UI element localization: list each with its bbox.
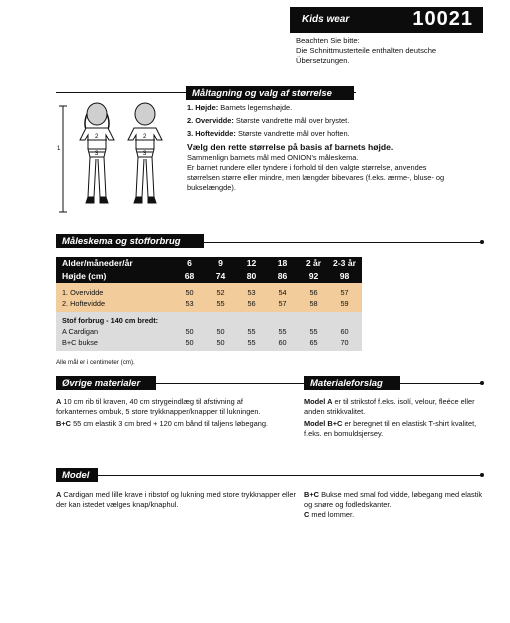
model-c-text: med lommer. xyxy=(311,510,355,519)
note-line: Übersetzungen. xyxy=(296,56,350,65)
table-cell: 56 xyxy=(247,299,256,308)
table-header-cell: 68 xyxy=(184,271,195,281)
measurement-figure xyxy=(57,100,177,218)
note-line: Beachten Sie bitte: xyxy=(296,36,360,45)
section-title-fabric: Materialeforslag xyxy=(304,376,400,390)
table-cell: 50 xyxy=(216,338,225,347)
table-header-cell: 80 xyxy=(246,271,257,281)
table-header-cell: 6 xyxy=(187,258,192,268)
table-cell: 56 xyxy=(309,288,318,297)
divider-dot xyxy=(480,240,484,244)
note-line: Die Schnittmusterteile enthalten deutsche xyxy=(296,46,437,55)
table-header-cell: 74 xyxy=(215,271,226,281)
table-header-cell: 2-3 år xyxy=(333,258,356,268)
table-cell: 1. Overvidde xyxy=(62,288,104,297)
item-text: Største vandrette mål over brystet. xyxy=(235,116,350,125)
materials-bc-text: 55 cm elastik 3 cm bred + 120 cm bånd til taljens løbegang. xyxy=(73,419,268,428)
fabric-a-text: er til strikstof f.eks. isolí, velour, fleéce eller anden strikkvalitet. xyxy=(304,397,475,416)
table-cell: 55 xyxy=(247,338,256,347)
model-label: A xyxy=(56,397,62,406)
figure-label-hip: 3 xyxy=(95,151,99,157)
model-bc-description xyxy=(304,490,484,520)
table-cell: 58 xyxy=(309,299,318,308)
table-cell: 50 xyxy=(185,327,194,336)
table-row xyxy=(56,287,362,298)
table-header-row xyxy=(56,257,362,270)
table-header-cell: 86 xyxy=(277,271,288,281)
table-header-cell: Alder/måneder/år xyxy=(62,258,133,268)
divider-dot xyxy=(480,381,484,385)
section-title-measure: Måltagning og valg af størrelse xyxy=(186,86,354,100)
model-label: Model B+C xyxy=(304,419,343,428)
item-key: 2. Overvidde: xyxy=(187,116,234,125)
compare-text: Sammenlign barnets mål med ONION's måleskema. xyxy=(187,153,359,162)
figure-label-chest: 2 xyxy=(95,134,99,140)
section-title-chart: Måleskema og stofforbrug xyxy=(56,234,204,248)
table-cell: 54 xyxy=(278,288,287,297)
item-key: 1. Højde: xyxy=(187,103,219,112)
figure-label-hip: 3 xyxy=(143,151,147,157)
adjust-text: Er barnet rundere eller tyndere i forhold til den valgte størrelse, anvendes størrelsen større eller mindre, men længder bibevares (f.eks. ærme-, bluse- og bukselængde). xyxy=(187,163,445,192)
table-subheader-row xyxy=(56,315,362,326)
table-cell: 55 xyxy=(216,299,225,308)
model-label: A xyxy=(56,490,62,499)
table-cell: 53 xyxy=(185,299,194,308)
table-cell: 55 xyxy=(278,327,287,336)
table-cell: 2. Hoftevidde xyxy=(62,299,105,308)
table-cell: B+C bukse xyxy=(62,338,98,347)
figure-label-chest: 2 xyxy=(143,134,147,140)
table-header-cell: 18 xyxy=(277,258,288,268)
pattern-number: 10021 xyxy=(412,8,473,30)
header-label: Kids wear xyxy=(302,14,350,25)
table-cell: 57 xyxy=(278,299,287,308)
divider xyxy=(56,475,482,476)
table-header-cell: 98 xyxy=(339,271,350,281)
table-cell: 57 xyxy=(340,288,349,297)
table-cell: 50 xyxy=(185,338,194,347)
table-cell: 70 xyxy=(340,338,349,347)
item-text: Største vandrette mål over hoften. xyxy=(237,129,350,138)
fabric-title: Stof forbrug - 140 cm bredt: xyxy=(62,316,159,325)
item-text: Barnets legemshøjde. xyxy=(220,103,293,112)
model-label: C xyxy=(304,510,310,519)
figure-label-height: 1 xyxy=(57,146,61,152)
table-header-cell: 12 xyxy=(246,258,257,268)
table-header-cell: Højde (cm) xyxy=(62,271,107,281)
model-label: Model A xyxy=(304,397,333,406)
measure-instructions xyxy=(187,103,457,193)
item-key: 3. Hoftevidde: xyxy=(187,129,236,138)
table-footnote: Alle mål er i centimeter (cm). xyxy=(56,359,135,366)
table-cell: 50 xyxy=(185,288,194,297)
table-cell: 52 xyxy=(216,288,225,297)
table-cell: 55 xyxy=(247,327,256,336)
size-advice: Vælg den rette størrelse på basis af barnets højde. xyxy=(187,142,394,152)
other-materials-text xyxy=(56,397,281,429)
table-row xyxy=(56,298,362,309)
header-bar xyxy=(290,7,483,33)
table-row xyxy=(56,326,362,337)
model-label: B+C xyxy=(304,490,319,499)
table-cell: 60 xyxy=(340,327,349,336)
section-title-materials: Øvrige materialer xyxy=(56,376,156,390)
model-a-text: Cardigan med lille krave i ribstof og lukning med store trykknapper eller der kan istedet vælges knap/knaphul. xyxy=(56,490,296,509)
table-cell: 55 xyxy=(309,327,318,336)
table-header-cell: 92 xyxy=(308,271,319,281)
table-header-row xyxy=(56,270,362,283)
table-cell: 65 xyxy=(309,338,318,347)
table-row xyxy=(56,337,362,348)
table-cell: A Cardigan xyxy=(62,327,99,336)
table-cell: 59 xyxy=(340,299,349,308)
table-cell: 53 xyxy=(247,288,256,297)
fabric-bc-text: er beregnet til en elastisk T-shirt kvalitet, f.eks. en bomuldsjersey. xyxy=(304,419,477,438)
divider-dot xyxy=(480,473,484,477)
model-bc-text: Bukse med smal fod vidde, løbegang med elastik og snøre og fodledskanter. xyxy=(304,490,483,509)
materials-a-text: 10 cm rib til kraven, 40 cm strygeindlæg til afstivning af forkanternes ombuk, 5 store trykknapper/knapper til lukningen. xyxy=(56,397,261,416)
size-chart-table xyxy=(56,257,362,351)
model-label: B+C xyxy=(56,419,71,428)
table-header-cell: 9 xyxy=(218,258,223,268)
model-a-description xyxy=(56,490,296,510)
table-header-cell: 2 år xyxy=(305,258,322,268)
fabric-suggestions-text xyxy=(304,397,484,439)
section-title-model: Model xyxy=(56,468,98,482)
table-cell: 60 xyxy=(278,338,287,347)
table-cell: 50 xyxy=(216,327,225,336)
language-note xyxy=(296,36,436,66)
